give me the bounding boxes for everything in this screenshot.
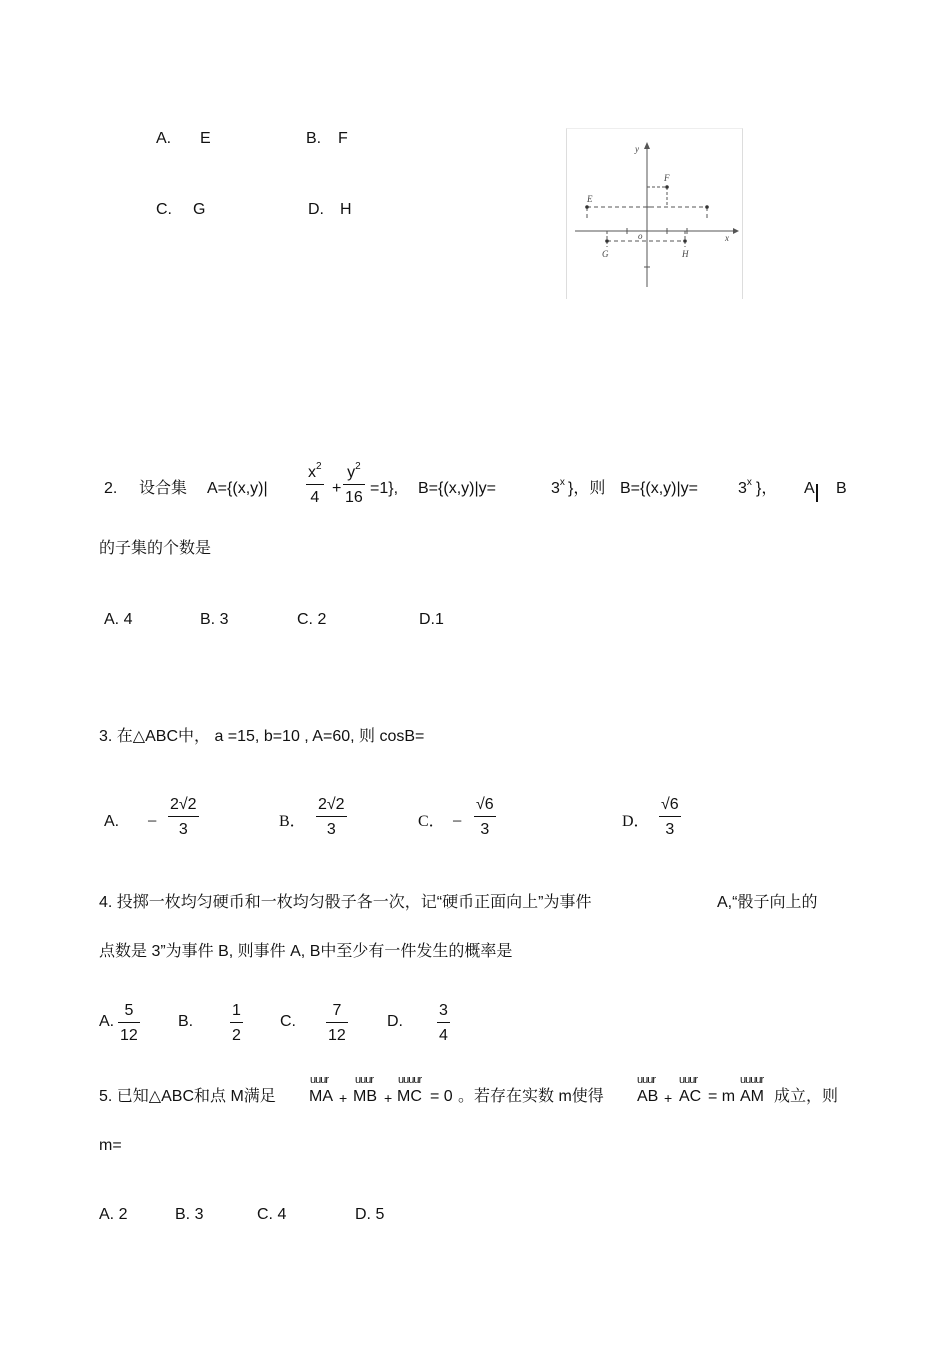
q5-eq-zero: = 0 bbox=[430, 1088, 453, 1105]
q1-option-a-text: E bbox=[200, 130, 211, 147]
q5-mid: 。若存在实数 m使得 bbox=[458, 1088, 604, 1105]
point-g bbox=[605, 239, 609, 243]
q2-option-a: A. 4 bbox=[104, 611, 133, 628]
q3-option-a-sign: − bbox=[147, 811, 158, 831]
q5-vector-ab: AB bbox=[637, 1088, 659, 1105]
q5-vector-ac: AC bbox=[679, 1088, 702, 1105]
q4-option-b-letter: B. bbox=[178, 1013, 194, 1030]
q2-b-cap: B bbox=[836, 480, 847, 497]
point-h bbox=[683, 239, 687, 243]
point-e bbox=[585, 205, 589, 209]
q5-tail: 成立，则 bbox=[774, 1088, 839, 1105]
q2-a-cap: A bbox=[804, 480, 815, 497]
origin-label: o bbox=[638, 231, 643, 241]
point-f-label: F bbox=[664, 173, 670, 183]
vector-mark-ab: uuur bbox=[637, 1074, 656, 1086]
q3-option-b-fraction: $\frac{2√2}{3}$ bbox=[318, 796, 345, 838]
vector-mark-mb: uuur bbox=[355, 1074, 374, 1086]
q5-eq-m: = m bbox=[708, 1088, 736, 1105]
q2-set-b-2: B={(x,y)|y= bbox=[620, 480, 698, 497]
q2-after-2: }， bbox=[756, 480, 778, 497]
q2-set-b-1: B={(x,y)|y= bbox=[418, 480, 496, 497]
q2-option-d: D.1 bbox=[419, 611, 444, 628]
q2-eq: =1}, bbox=[370, 480, 399, 497]
x-axis-arrow bbox=[733, 228, 739, 234]
y-axis-arrow bbox=[644, 142, 650, 149]
q2-option-c: C. 2 bbox=[297, 611, 327, 628]
q2-fraction-y2-over-16: $\frac{y^2}{16}$ bbox=[345, 461, 363, 506]
q4-option-d-fraction: $\frac{3}{4}$ bbox=[439, 1002, 448, 1044]
q1-option-a-letter: A. bbox=[156, 130, 172, 147]
q4-line2: 点数是 3”为事件 B, 则事件 A, B中至少有一件发生的概率是 bbox=[99, 943, 513, 960]
q1-option-b-text: F bbox=[338, 130, 348, 147]
q4-option-a-letter: A. bbox=[99, 1013, 115, 1030]
point-f bbox=[665, 185, 669, 189]
q2-three-2: 3$^x$ bbox=[738, 477, 752, 497]
q3-option-d-fraction: $\frac{√6}{3}$ bbox=[661, 796, 679, 838]
q1-option-c-letter: C. bbox=[156, 201, 172, 218]
vector-mark-am: uuuur bbox=[740, 1074, 764, 1086]
point-e-label: E bbox=[587, 194, 593, 204]
q5-option-b: B. 3 bbox=[175, 1206, 204, 1223]
vector-mark-ac: uuur bbox=[679, 1074, 698, 1086]
q1-option-d-letter: D. bbox=[308, 201, 324, 218]
q3-option-c-fraction: $\frac{√6}{3}$ bbox=[476, 796, 494, 838]
q4-option-c-fraction: $\frac{7}{12}$ bbox=[328, 1002, 346, 1044]
intersection-symbol bbox=[816, 484, 818, 502]
q3-option-c-sign: − bbox=[452, 811, 463, 831]
q4-line1: 4. 投掷一枚均匀硬币和一枚均匀骰子各一次，记“硬币正面向上”为事件 bbox=[99, 894, 592, 911]
y-axis-label: y bbox=[635, 144, 639, 154]
q3-option-a-fraction: $\frac{2√2}{3}$ bbox=[170, 796, 197, 838]
q2-after-1: }，则 bbox=[568, 480, 606, 497]
q5-plus-2: + bbox=[384, 1090, 393, 1106]
q3-option-d-letter: D． bbox=[622, 813, 650, 830]
q2-three-1: 3$^x$ bbox=[551, 477, 565, 497]
q1-option-d-text: H bbox=[340, 201, 352, 218]
q5-option-c: C. 4 bbox=[257, 1206, 287, 1223]
q2-option-b: B. 3 bbox=[200, 611, 229, 628]
point-h-label: H bbox=[682, 249, 689, 259]
q3-option-b-letter: B． bbox=[279, 813, 306, 830]
q2-plus: + bbox=[332, 480, 342, 497]
q2-set-a: A={(x,y)| bbox=[207, 480, 268, 497]
q2-fraction-x2-over-4: $\frac{x^2}{4}$ bbox=[308, 461, 322, 506]
coordinate-figure bbox=[566, 128, 743, 299]
q5-lead: 5. 已知△ABC和点 M满足 bbox=[99, 1088, 276, 1105]
q2-line2: 的子集的个数是 bbox=[99, 540, 212, 557]
q1-option-c-text: G bbox=[193, 201, 206, 218]
q3-option-c-letter: C． bbox=[418, 813, 445, 830]
x-axis-label: x bbox=[725, 233, 729, 243]
q5-option-d: D. 5 bbox=[355, 1206, 385, 1223]
q4-option-c-letter: C. bbox=[280, 1013, 296, 1030]
q5-vector-am: AM bbox=[740, 1088, 764, 1105]
q2-lead: 设合集 bbox=[139, 480, 188, 497]
q5-plus-3: + bbox=[664, 1090, 673, 1106]
q1-option-b-letter: B. bbox=[306, 130, 322, 147]
q5-vector-mb: MB bbox=[353, 1088, 377, 1105]
point-right bbox=[705, 205, 709, 209]
q5-plus-1: + bbox=[339, 1090, 348, 1106]
q5-option-a: A. 2 bbox=[99, 1206, 128, 1223]
q4-option-b-fraction: $\frac{1}{2}$ bbox=[232, 1002, 241, 1044]
q5-vector-ma: MA bbox=[309, 1088, 333, 1105]
q2-number: 2. bbox=[104, 480, 118, 497]
q3-option-a-letter: A. bbox=[104, 813, 120, 830]
q5-vector-mc: MC bbox=[397, 1088, 422, 1105]
q4-option-a-fraction: $\frac{5}{12}$ bbox=[120, 1002, 138, 1044]
point-g-label: G bbox=[602, 249, 609, 259]
q4-line1-b: A,“骰子向上的 bbox=[717, 894, 818, 911]
coordinate-plane bbox=[567, 129, 742, 299]
vector-mark-ma: uuur bbox=[310, 1074, 329, 1086]
q3-stem: 3. 在△ABC中， a =15, b=10 , A=60, 则 cosB= bbox=[99, 728, 425, 745]
q5-line2: m= bbox=[99, 1137, 122, 1154]
vector-mark-mc: uuuur bbox=[398, 1074, 422, 1086]
q4-option-d-letter: D. bbox=[387, 1013, 403, 1030]
